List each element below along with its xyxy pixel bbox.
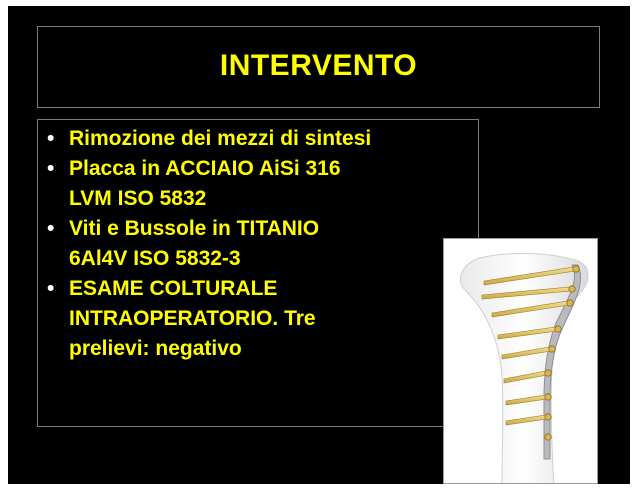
bullet-dot-icon: • [47,127,55,150]
bullet-text: Rimozione dei mezzi di sintesi [69,127,372,150]
bullet-item [46,214,482,274]
bullet-text: Viti e Bussole in TITANIO [69,217,320,240]
bullet-text: LVM ISO 5832 [69,187,207,210]
bone-illustration [443,238,598,484]
bullet-item [46,154,482,214]
title-box [37,26,600,108]
slide-title: INTERVENTO [219,49,418,82]
body-box [37,119,479,427]
bullet-item [46,274,482,364]
bullet-dot-icon: • [47,277,55,300]
slide [8,6,630,484]
bullet-text: Placca in ACCIAIO AiSi 316 [69,157,341,180]
bullet-text: ESAME COLTURALE [69,277,278,300]
bullet-item [46,124,482,154]
bullet-dot-icon: • [47,217,55,240]
tibia-plate-icon [444,239,598,484]
bullet-text: prelievi: negativo [69,337,242,360]
bullet-list [46,124,482,364]
bullet-text: 6Al4V ISO 5832-3 [69,247,241,270]
bullet-dot-icon: • [47,157,55,180]
bullet-text: INTRAOPERATORIO. Tre [69,307,316,330]
